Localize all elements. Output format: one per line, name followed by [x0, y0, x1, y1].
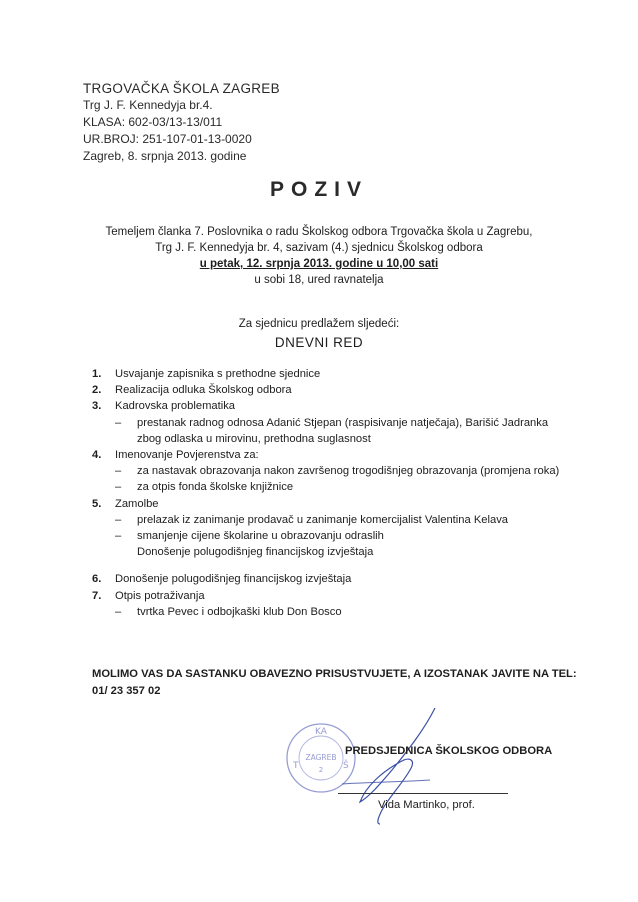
agenda-subitem: [115, 415, 572, 447]
item-number: 5.: [92, 497, 102, 510]
svg-text:Š: Š: [343, 761, 349, 771]
attendance-notice: [92, 666, 582, 700]
school-name: TRGOVAČKA ŠKOLA ZAGREB: [83, 81, 280, 96]
agenda-spacer: [92, 560, 572, 571]
dash-bullet: –: [115, 465, 122, 478]
dash-bullet: –: [115, 605, 122, 618]
agenda-subitem: [115, 463, 572, 479]
subitem-continuation: Donošenje polugodišnjeg financijskog izvještaja: [137, 546, 374, 559]
subitem-text: za nastavak obrazovanja nakon završenog trogodišnjeg obrazovanja (promjena roka): [137, 465, 560, 478]
item-text: Donošenje polugodišnjeg financijskog izvještaja: [115, 573, 352, 586]
agenda-subitem: [115, 604, 572, 620]
agenda-heading: DNEVNI RED: [274, 335, 364, 350]
letterhead: [83, 80, 280, 165]
signatory-role: PREDSJEDNICA ŠKOLSKOG ODBORA: [345, 745, 553, 757]
agenda-list: [92, 366, 572, 620]
agenda-item: [92, 571, 572, 587]
item-number: 6.: [92, 573, 102, 586]
subitem-text: smanjenje cijene školarine u obrazovanju odraslih: [137, 530, 384, 543]
subitem-text: prestanak radnog odnosa Adanić Stjepan (raspisivanje natječaja), Barišić Jadranka zbog odlaska u mirovinu, prethodna suglasnost: [137, 416, 549, 445]
dash-bullet: –: [115, 416, 122, 429]
agenda-item: [92, 447, 572, 463]
subitem-text: tvrtka Pevec i odbojkaški klub Don Bosco: [137, 605, 342, 618]
agenda-item: [92, 382, 572, 398]
intro-paragraph: [60, 224, 578, 288]
school-address: Trg J. F. Kennedyja br.4.: [83, 98, 213, 112]
svg-text:2: 2: [318, 766, 324, 774]
item-text: Kadrovska problematika: [115, 400, 236, 413]
agenda-item: [92, 588, 572, 604]
item-number: 4.: [92, 449, 102, 462]
intro-line-2: Trg J. F. Kennedyja br. 4, sazivam (4.) sjednicu Školskog odbora: [155, 242, 483, 254]
urbroj: UR.BROJ: 251-107-01-13-0020: [83, 132, 252, 146]
meeting-location: u sobi 18, ured ravnatelja: [254, 274, 384, 286]
agenda-item: [92, 398, 572, 414]
item-text: Imenovanje Povjerenstva za:: [115, 449, 259, 462]
agenda-item: [92, 366, 572, 382]
signatory-name: Vida Martinko, prof.: [378, 799, 475, 811]
agenda-item: [92, 496, 572, 512]
svg-text:KA: KA: [315, 727, 327, 737]
dash-bullet: –: [115, 481, 122, 494]
item-number: 2.: [92, 384, 102, 397]
dash-bullet: –: [115, 530, 122, 543]
contact-phone: 01/ 23 357 02: [92, 685, 161, 697]
proposal-line: Za sjednicu predlažem sljedeći:: [238, 318, 400, 330]
attendance-request: MOLIMO VAS DA SASTANKU OBAVEZNO PRISUSTVUJETE, A IZOSTANAK JAVITE NA TEL:: [92, 668, 577, 680]
agenda-subitem: [115, 512, 572, 528]
svg-text:T: T: [293, 761, 299, 771]
dash-bullet: –: [115, 513, 122, 526]
agenda-subitem: [115, 479, 572, 495]
document-date: Zagreb, 8. srpnja 2013. godine: [83, 149, 247, 163]
item-text: Zamolbe: [115, 497, 159, 510]
item-text: Realizacija odluka Školskog odbora: [115, 384, 292, 397]
subitem-text: za otpis fonda školske knjižnice: [137, 481, 294, 494]
svg-text:ZAGREB: ZAGREB: [305, 753, 337, 762]
signature-line: [338, 793, 508, 794]
meeting-date: u petak, 12. srpnja 2013. godine u 10,00 sati: [199, 258, 439, 270]
item-text: Usvajanje zapisnika s prethodne sjednice: [115, 368, 321, 380]
intro-line-1: Temeljem članka 7. Poslovnika o radu Školskog odbora Trgovačka škola u Zagrebu,: [105, 226, 533, 238]
klasa: KLASA: 602-03/13-13/011: [83, 115, 223, 129]
subitem-text: prelazak iz zanimanje prodavač u zanimanje komercijalist Valentina Kelava: [137, 513, 509, 526]
item-number: 1.: [92, 368, 102, 380]
agenda-subitem: [115, 528, 572, 544]
document-title: POZIV: [269, 178, 368, 201]
item-number: 7.: [92, 589, 102, 602]
item-text: Otpis potraživanja: [115, 589, 205, 602]
item-number: 3.: [92, 400, 102, 413]
